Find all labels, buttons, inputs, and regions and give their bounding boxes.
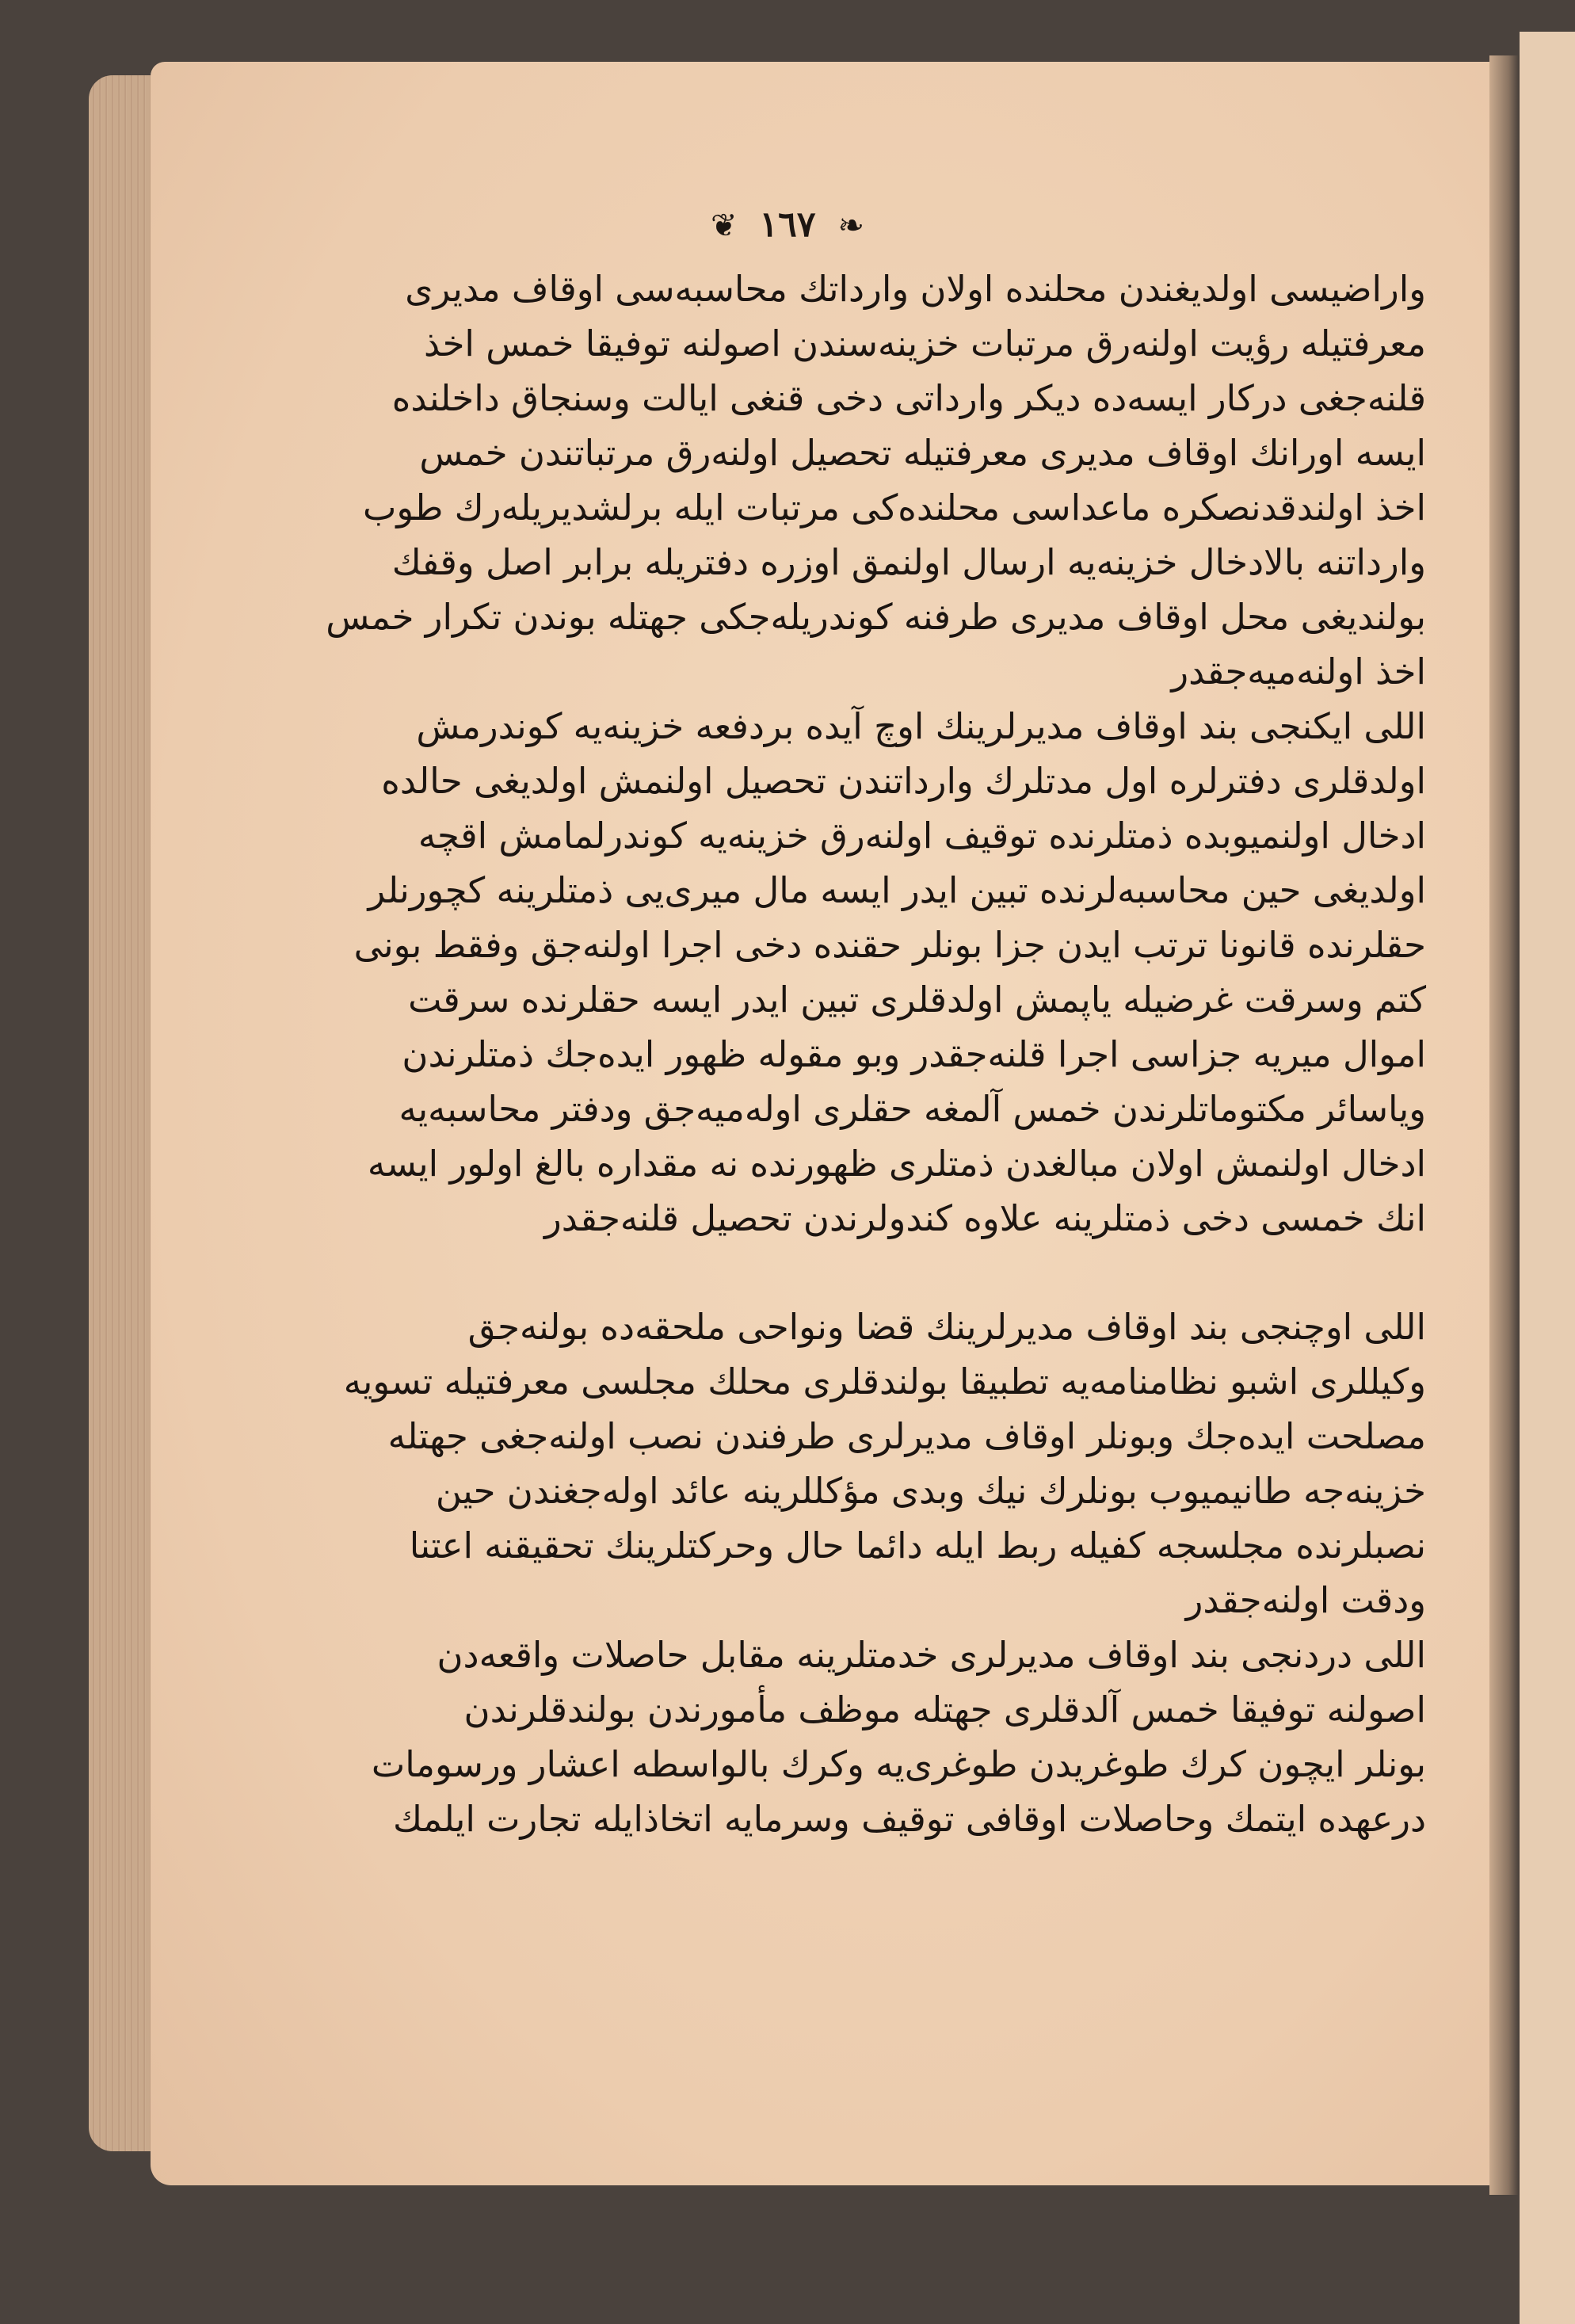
text-line: کتم وسرقت غرضیله یاپمش اولدقلری تبین ایدر ایسه حقلرنده سرقت — [408, 979, 1426, 1021]
text-line: اصولنه توفیقا خمس آلدقلری جهتله موظف مأمورندن بولندقلرندن — [463, 1689, 1426, 1731]
ornament-right-icon: ❧ — [837, 208, 864, 244]
text-line: اخذ اولنه‌میه‌جقدر — [1171, 651, 1426, 693]
book-gutter — [1489, 55, 1521, 2195]
text-line: ایسه اورانك اوقاف مدیری معرفتیله تحصیل اولنه‌رق مرتباتندن خمس — [419, 432, 1426, 474]
page-number: ١٦٧ — [759, 204, 816, 245]
text-line: واراضیسی اولدیغندن محلنده اولان وارداتك محاسبه‌سی اوقاف مدیری — [405, 268, 1426, 310]
text-line: درعهده ایتمك وحاصلات اوقافی توقیف وسرمایه اتخاذایله تجارت ایلمك — [393, 1798, 1426, 1840]
text-line: وکیللری اشبو نظامنامه‌یه تطبیقا بولندقلری محلك مجلسی معرفتیله تسویه — [343, 1360, 1426, 1402]
text-line: اولدیغی حین محاسبه‌لرنده تبین ایدر ایسه مال میری‌یی ذمتلرینه کچورنلر — [368, 869, 1426, 911]
text-line: بولندیغی محل اوقاف مدیری طرفنه کوندریله‌جکی جهتله بوندن تکرار خمس — [326, 596, 1426, 638]
page-header — [0, 204, 1575, 245]
text-line: اللی ایکنجی بند اوقاف مدیرلرینك اوچ آیده بردفعه خزینه‌یه کوندرمش — [416, 705, 1426, 747]
paragraph-spacer — [444, 1246, 1426, 1299]
text-line: ادخال اولنمش اولان مبالغدن ذمتلری ظهورنده نه مقداره بالغ اولور ایسه — [367, 1143, 1426, 1185]
text-line: ویاسائر مکتوماتلرندن خمس آلمغه حقلری اوله‌میه‌جق ودفتر محاسبه‌یه — [399, 1088, 1426, 1130]
body-text — [326, 261, 1426, 1846]
text-line: بونلر ایچون کرك طوغریدن طوغری‌یه وکرك بالواسطه اعشار ورسومات — [371, 1743, 1426, 1785]
text-line: انك خمسی دخی ذمتلرینه علاوه کندولرندن تحصیل قلنه‌جقدر — [543, 1197, 1426, 1239]
paragraph-3 — [343, 1299, 1426, 1628]
text-line: وارداتنه بالادخال خزینه‌یه ارسال اولنمق اوزره دفتریله برابر اصل وقفك — [391, 541, 1426, 583]
text-line: اللی اوچنجی بند اوقاف مدیرلرینك قضا ونواحی ملحقه‌ده بولنه‌جق — [467, 1306, 1426, 1348]
paragraph-4 — [371, 1628, 1426, 1846]
text-line: اخذ اولندقدنصکره ماعداسی محلنده‌کی مرتبات ایله برلشدیریله‌رك طوب — [362, 487, 1426, 529]
text-line: خزینه‌جه طانیمیوب بونلرك نیك وبدی مؤکللرینه عائد اوله‌جغندن حین — [435, 1470, 1426, 1512]
text-line: حقلرنده قانونا ترتب ایدن جزا بونلر حقنده دخی اجرا اولنه‌جق وفقط بونی — [353, 924, 1426, 966]
text-line: اموال میریه جزاسی اجرا قلنه‌جقدر وبو مقوله ظهور ایده‌جك ذمتلرندن — [402, 1033, 1426, 1075]
text-line: اولدقلری دفترلره اول مدتلرك وارداتندن تحصیل اولنمش اولدیغی حالده — [381, 760, 1426, 802]
paragraph-2 — [353, 699, 1426, 1246]
facing-page-edge — [1520, 32, 1575, 2324]
text-line: ادخال اولنمیوبده ذمتلرنده توقیف اولنه‌رق خزینه‌یه کوندرلمامش اقچه — [418, 815, 1426, 857]
text-line: معرفتیله رؤیت اولنه‌رق مرتبات خزینه‌سندن اصولنه توفیقا خمس اخذ — [423, 322, 1426, 364]
text-line: مصلحت ایده‌جك وبونلر اوقاف مدیرلری طرفندن نصب اولنه‌جغی جهتله — [387, 1415, 1426, 1457]
text-line: ودقت اولنه‌جقدر — [1185, 1579, 1426, 1621]
text-line: اللی دردنجی بند اوقاف مدیرلری خدمتلرینه مقابل حاصلات واقعه‌دن — [437, 1634, 1426, 1676]
text-line: قلنه‌جغی درکار ایسه‌ده دیکر وارداتی دخی قنغی ایالت وسنجاق داخلنده — [391, 377, 1426, 419]
text-line: نصبلرنده مجلسجه کفیله ربط ایله دائما حال وحرکتلرینك تحقیقنه اعتنا — [409, 1525, 1426, 1567]
ornament-left-icon: ❦ — [711, 208, 738, 244]
paragraph-1 — [326, 261, 1426, 699]
